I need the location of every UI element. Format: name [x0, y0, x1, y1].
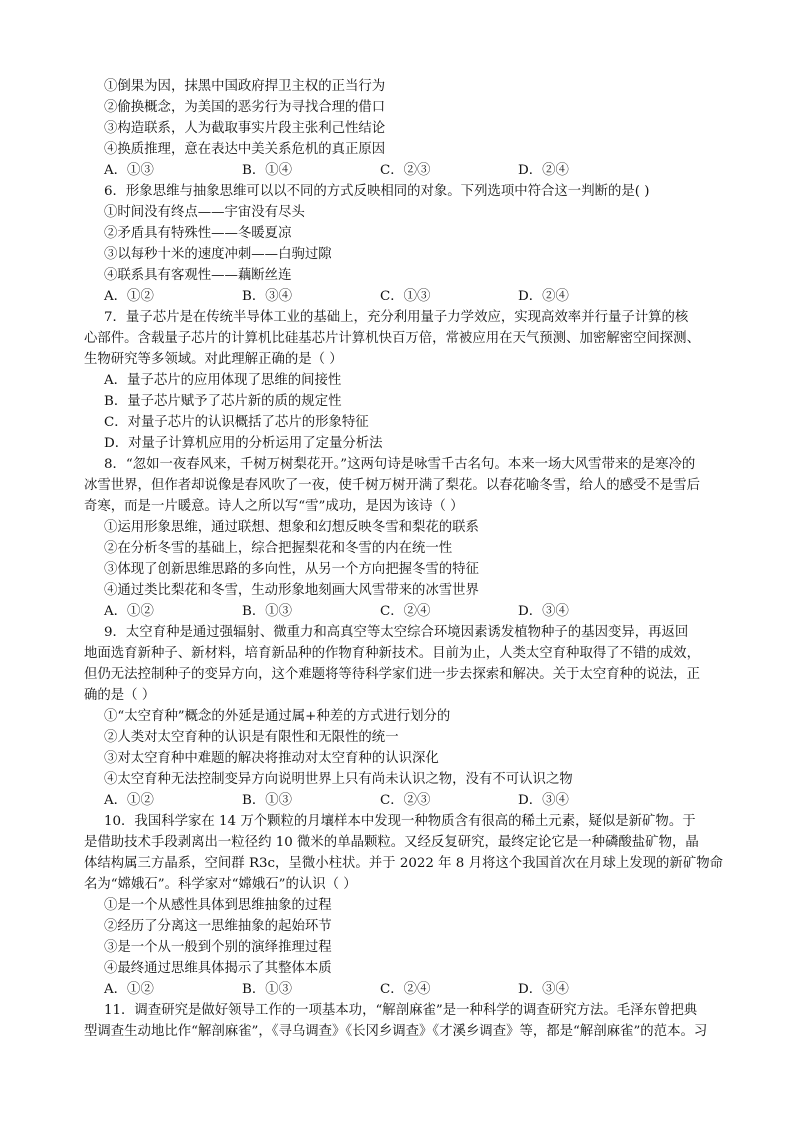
- answer-b: B．③④: [242, 289, 293, 304]
- q7-option-b: B．量子芯片赋予了芯片新的质的规定性: [104, 394, 342, 409]
- q10-stem-line-1: 10．我国科学家在 14 万个颗粒的月壤样本中发现一种物质含有很高的稀土元素，疑似是新矿物。于: [104, 814, 696, 829]
- q11-stem-line-1: 11．调查研究是做好领导工作的一项基本功，“解剖麻雀”是一种科学的调查研究方法。毛泽东曾把典: [104, 1003, 698, 1018]
- q10-stem-line-2: 是借助技术手段剥离出一粒径约 10 微米的单晶颗粒。又经反复研究，最终定论它是一种磷酸盐矿物，晶: [84, 835, 699, 850]
- q9-option-3: ③对太空育种中难题的解决将推动对太空育种的认识深化: [104, 751, 439, 766]
- q10-stem-line-3: 体结构属三方晶系，空间群 R3c，呈微小柱状。并于 2022 年 8 月将这个我国首次在月球上发现的新矿物命: [84, 856, 723, 871]
- q5-option-4: ④换质推理，意在表达中美关系危机的真正原因: [104, 142, 386, 157]
- q7-option-d: D．对量子计算机应用的分析运用了定量分析法: [104, 436, 383, 451]
- answer-a: A．①②: [104, 793, 154, 808]
- q7-stem-line-2: 心部件。含载量子芯片的计算机比硅基芯片计算机快百万倍，常被应用在天气预测、加密解密空间探测、: [84, 331, 700, 346]
- answer-c: C．②④: [380, 982, 431, 997]
- q9-stem-line-3: 但仍无法控制种子的变异方向，这个难题将等待科学家们进一步去探索和解决。关于太空育种的说法，正: [84, 667, 700, 682]
- answer-a: A．①②: [104, 289, 154, 304]
- answer-d: D．③④: [518, 604, 569, 619]
- q9-option-4: ④太空育种无法控制变异方向说明世界上只有尚未认识之物，没有不可认识之物: [104, 772, 573, 787]
- answer-a: A．①③: [104, 163, 154, 178]
- q6-stem: 6．形象思维与抽象思维可以以不同的方式反映相同的对象。下列选项中符合这一判断的是( ): [104, 184, 650, 199]
- q10-option-4: ④最终通过思维具体揭示了其整体本质: [104, 961, 332, 976]
- q10-stem-line-4: 名为“嫦娥石”。科学家对“嫦娥石”的认识（ ）: [84, 877, 357, 892]
- answer-b: B．①④: [242, 163, 293, 178]
- q11-stem-line-2: 型调查生动地比作“解剖麻雀”，《寻乌调查》《长冈乡调查》《才溪乡调查》等，都是“解剖麻雀”的范本。习: [84, 1024, 708, 1039]
- answer-d: D．③④: [518, 982, 569, 997]
- q10-option-1: ①是一个从感性具体到思维抽象的过程: [104, 898, 332, 913]
- q8-option-3: ③体现了创新思维思路的多向性，从另一个方向把握冬雪的特征: [104, 562, 479, 577]
- answer-c: C．②④: [380, 604, 431, 619]
- q7-option-c: C．对量子芯片的认识概括了芯片的形象特征: [104, 415, 369, 430]
- answer-d: D．③④: [518, 793, 569, 808]
- answer-d: D．②④: [518, 289, 569, 304]
- answer-c: C．②③: [380, 163, 431, 178]
- q5-option-2: ②偷换概念，为美国的恶劣行为寻找合理的借口: [104, 100, 386, 115]
- q8-stem-line-2: 冰雪世界，但作者却说像是春风吹了一夜，使千树万树开满了梨花。以春花喻冬雪，给人的感受不是雪后: [84, 478, 700, 493]
- answer-c: C．②③: [380, 793, 431, 808]
- q9-stem-line-4: 确的是（ ）: [84, 688, 156, 703]
- answer-c: C．①③: [380, 289, 431, 304]
- q9-stem-line-2: 地面选育新种子、新材料，培育新品种的作物育种新技术。目前为止，人类太空育种取得了不错的成效，: [84, 646, 700, 661]
- answer-b: B．①③: [242, 604, 293, 619]
- q5-option-3: ③构造联系，人为截取事实片段主张利己性结论: [104, 121, 386, 136]
- answer-b: B．①③: [242, 793, 293, 808]
- q10-option-2: ②经历了分离这一思维抽象的起始环节: [104, 919, 332, 934]
- answer-b: B．①③: [242, 982, 293, 997]
- q5-option-1: ①倒果为因，抹黑中国政府捍卫主权的正当行为: [104, 79, 386, 94]
- q8-option-1: ①运用形象思维，通过联想、想象和幻想反映冬雪和梨花的联系: [104, 520, 479, 535]
- q8-option-2: ②在分析冬雪的基础上，综合把握梨花和冬雪的内在统一性: [104, 541, 453, 556]
- answer-a: A．①②: [104, 982, 154, 997]
- q9-stem-line-1: 9．太空育种是通过强辐射、微重力和高真空等太空综合环境因素诱发植物种子的基因变异，再返回: [104, 625, 689, 640]
- q8-stem-line-1: 8．“忽如一夜春风来，千树万树梨花开。”这两句诗是咏雪千古名句。本来一场大风雪带来的是寒冷的: [104, 457, 696, 472]
- q9-option-1: ①“太空育种”概念的外延是通过属+种差的方式进行划分的: [104, 709, 451, 724]
- q8-option-4: ④通过类比梨花和冬雪，生动形象地刻画大风雪带来的冰雪世界: [104, 583, 479, 598]
- q6-option-1: ①时间没有终点——宇宙没有尽头: [104, 205, 305, 220]
- q7-option-a: A．量子芯片的应用体现了思维的间接性: [104, 373, 342, 388]
- q6-option-4: ④联系具有客观性——藕断丝连: [104, 268, 292, 283]
- q7-stem-line-1: 7．量子芯片是在传统半导体工业的基础上，充分利用量子力学效应，实现高效率并行量子计算的核: [104, 310, 689, 325]
- q7-stem-line-3: 生物研究等多领域。对此理解正确的是（ ）: [84, 352, 343, 367]
- answer-d: D．②④: [518, 163, 569, 178]
- q9-option-2: ②人类对太空育种的认识是有限性和无限性的统一: [104, 730, 399, 745]
- q8-stem-line-3: 奇寒，而是一片暖意。诗人之所以写“雪”成功，是因为该诗（ ）: [84, 499, 464, 514]
- answer-a: A．①②: [104, 604, 154, 619]
- q6-option-3: ③以每秒十米的速度冲刺——白驹过隙: [104, 247, 332, 262]
- q6-option-2: ②矛盾具有特殊性——冬暖夏凉: [104, 226, 292, 241]
- q10-option-3: ③是一个从一般到个别的演绎推理过程: [104, 940, 332, 955]
